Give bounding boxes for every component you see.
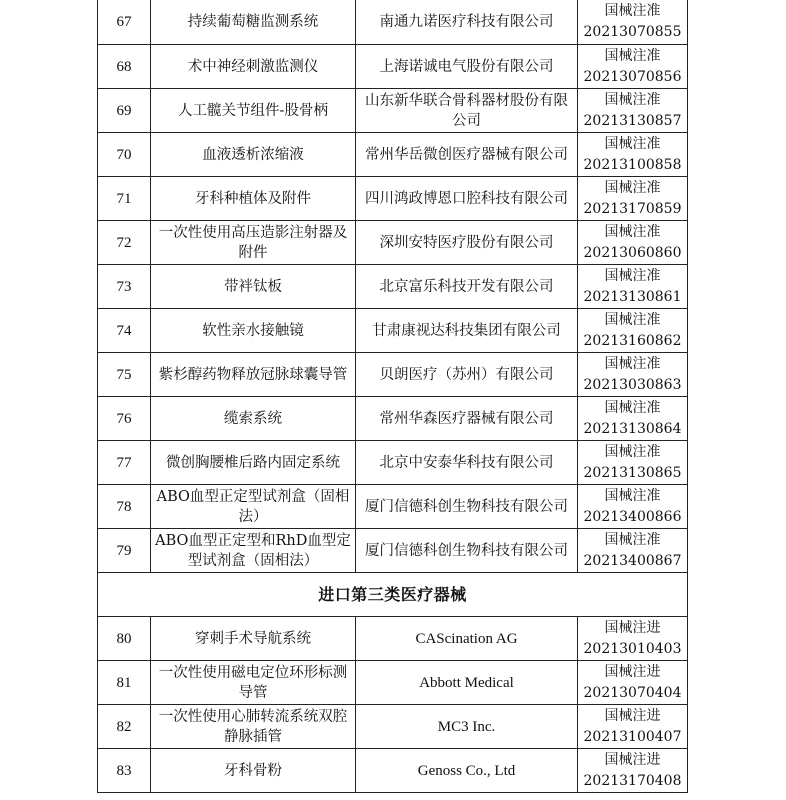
registration-number <box>578 265 688 309</box>
device-name: 人工髋关节组件-股骨柄 <box>151 89 356 133</box>
registration-number <box>578 749 688 793</box>
registration-code: 20213130861 <box>583 288 682 305</box>
company-name: 北京富乐科技开发有限公司 <box>356 265 578 309</box>
registration-prefix: 国械注准 <box>604 311 661 328</box>
row-number: 77 <box>98 441 151 485</box>
device-name: 软性亲水接触镜 <box>151 309 356 353</box>
section-title: 进口第三类医疗器械 <box>98 573 688 617</box>
company-name: Genoss Co., Ltd <box>356 749 578 793</box>
table-row <box>98 749 688 793</box>
company-name: 四川鸿政博恩口腔科技有限公司 <box>356 177 578 221</box>
registration-number <box>578 89 688 133</box>
registration-prefix: 国械注准 <box>604 2 661 19</box>
device-name: 紫杉醇药物释放冠脉球囊导管 <box>151 353 356 397</box>
device-name: 一次性使用磁电定位环形标测导管 <box>151 661 356 705</box>
row-number: 83 <box>98 749 151 793</box>
registration-code: 20213010403 <box>583 640 682 657</box>
device-name: 一次性使用心肺转流系统双腔静脉插管 <box>151 705 356 749</box>
company-name: CAScination AG <box>356 617 578 661</box>
registration-number <box>578 529 688 573</box>
registration-code: 20213170408 <box>583 772 682 789</box>
registration-prefix: 国械注准 <box>604 355 661 372</box>
table-row <box>98 353 688 397</box>
registration-number <box>578 309 688 353</box>
registration-number <box>578 177 688 221</box>
registration-code: 20213100407 <box>583 728 682 745</box>
row-number: 70 <box>98 133 151 177</box>
registration-code: 20213030863 <box>583 376 682 393</box>
device-name: 微创胸腰椎后路内固定系统 <box>151 441 356 485</box>
company-name: 厦门信德科创生物科技有限公司 <box>356 485 578 529</box>
registration-code: 20213400866 <box>583 508 682 525</box>
row-number: 75 <box>98 353 151 397</box>
table-row <box>98 221 688 265</box>
row-number: 73 <box>98 265 151 309</box>
device-name: 血液透析浓缩液 <box>151 133 356 177</box>
registration-prefix: 国械注准 <box>604 47 661 64</box>
registration-code: 20213130864 <box>583 420 682 437</box>
table-row <box>98 0 688 45</box>
company-name: 上海诺诚电气股份有限公司 <box>356 45 578 89</box>
registration-prefix: 国械注准 <box>604 443 661 460</box>
row-number: 71 <box>98 177 151 221</box>
registration-number <box>578 353 688 397</box>
row-number: 80 <box>98 617 151 661</box>
registration-code: 20213070856 <box>583 68 682 85</box>
row-number: 81 <box>98 661 151 705</box>
table-row <box>98 45 688 89</box>
device-registration-table <box>97 0 688 793</box>
registration-number <box>578 485 688 529</box>
registration-code: 20213100858 <box>583 156 682 173</box>
device-name: ABO血型正定型试剂盒（固相法） <box>151 485 356 529</box>
company-name: 北京中安泰华科技有限公司 <box>356 441 578 485</box>
device-name: 牙科骨粉 <box>151 749 356 793</box>
registration-prefix: 国械注准 <box>604 399 661 416</box>
row-number: 68 <box>98 45 151 89</box>
registration-number <box>578 221 688 265</box>
company-name: 厦门信德科创生物科技有限公司 <box>356 529 578 573</box>
registration-number <box>578 617 688 661</box>
table-row <box>98 441 688 485</box>
table-row <box>98 397 688 441</box>
row-number: 82 <box>98 705 151 749</box>
table-row <box>98 177 688 221</box>
table-row <box>98 133 688 177</box>
device-name: 缆索系统 <box>151 397 356 441</box>
registration-code: 20213130865 <box>583 464 682 481</box>
registration-code: 20213060860 <box>583 244 682 261</box>
registration-number <box>578 45 688 89</box>
registration-prefix: 国械注准 <box>604 267 661 284</box>
registration-prefix: 国械注进 <box>604 751 661 768</box>
table-row <box>98 485 688 529</box>
table-row <box>98 309 688 353</box>
row-number: 67 <box>98 0 151 45</box>
company-name: 常州华岳微创医疗器械有限公司 <box>356 133 578 177</box>
company-name: 甘肃康视达科技集团有限公司 <box>356 309 578 353</box>
device-name: ABO血型正定型和RhD血型定型试剂盒（固相法） <box>151 529 356 573</box>
table-row <box>98 661 688 705</box>
registration-prefix: 国械注准 <box>604 179 661 196</box>
table-row <box>98 265 688 309</box>
table-row <box>98 617 688 661</box>
registration-number <box>578 133 688 177</box>
registration-prefix: 国械注准 <box>604 91 661 108</box>
company-name: 常州华森医疗器械有限公司 <box>356 397 578 441</box>
registration-code: 20213400867 <box>583 552 682 569</box>
table-row <box>98 89 688 133</box>
registration-prefix: 国械注准 <box>604 223 661 240</box>
device-name: 牙科种植体及附件 <box>151 177 356 221</box>
section-row <box>98 573 688 617</box>
device-name: 穿刺手术导航系统 <box>151 617 356 661</box>
registration-code: 20213070855 <box>583 23 682 40</box>
row-number: 69 <box>98 89 151 133</box>
company-name: 山东新华联合骨科器材股份有限公司 <box>356 89 578 133</box>
company-name: 贝朗医疗（苏州）有限公司 <box>356 353 578 397</box>
registration-prefix: 国械注准 <box>604 531 661 548</box>
device-name: 一次性使用高压造影注射器及附件 <box>151 221 356 265</box>
company-name: 深圳安特医疗股份有限公司 <box>356 221 578 265</box>
table-row <box>98 529 688 573</box>
registration-code: 20213170859 <box>583 200 682 217</box>
device-name: 持续葡萄糖监测系统 <box>151 0 356 45</box>
registration-number <box>578 397 688 441</box>
company-name: Abbott Medical <box>356 661 578 705</box>
registration-number <box>578 705 688 749</box>
table-row <box>98 705 688 749</box>
row-number: 72 <box>98 221 151 265</box>
company-name: MC3 Inc. <box>356 705 578 749</box>
registration-number <box>578 441 688 485</box>
row-number: 76 <box>98 397 151 441</box>
registration-number <box>578 0 688 45</box>
registration-prefix: 国械注进 <box>604 707 661 724</box>
registration-code: 20213160862 <box>583 332 682 349</box>
row-number: 74 <box>98 309 151 353</box>
device-name: 术中神经刺激监测仪 <box>151 45 356 89</box>
table-body <box>98 0 688 793</box>
registration-prefix: 国械注进 <box>604 663 661 680</box>
registration-code: 20213130857 <box>583 112 682 129</box>
registration-prefix: 国械注进 <box>604 619 661 636</box>
registration-code: 20213070404 <box>583 684 682 701</box>
registration-number <box>578 661 688 705</box>
row-number: 78 <box>98 485 151 529</box>
company-name: 南通九诺医疗科技有限公司 <box>356 0 578 45</box>
row-number: 79 <box>98 529 151 573</box>
registration-prefix: 国械注准 <box>604 135 661 152</box>
device-name: 带袢钛板 <box>151 265 356 309</box>
registration-prefix: 国械注准 <box>604 487 661 504</box>
